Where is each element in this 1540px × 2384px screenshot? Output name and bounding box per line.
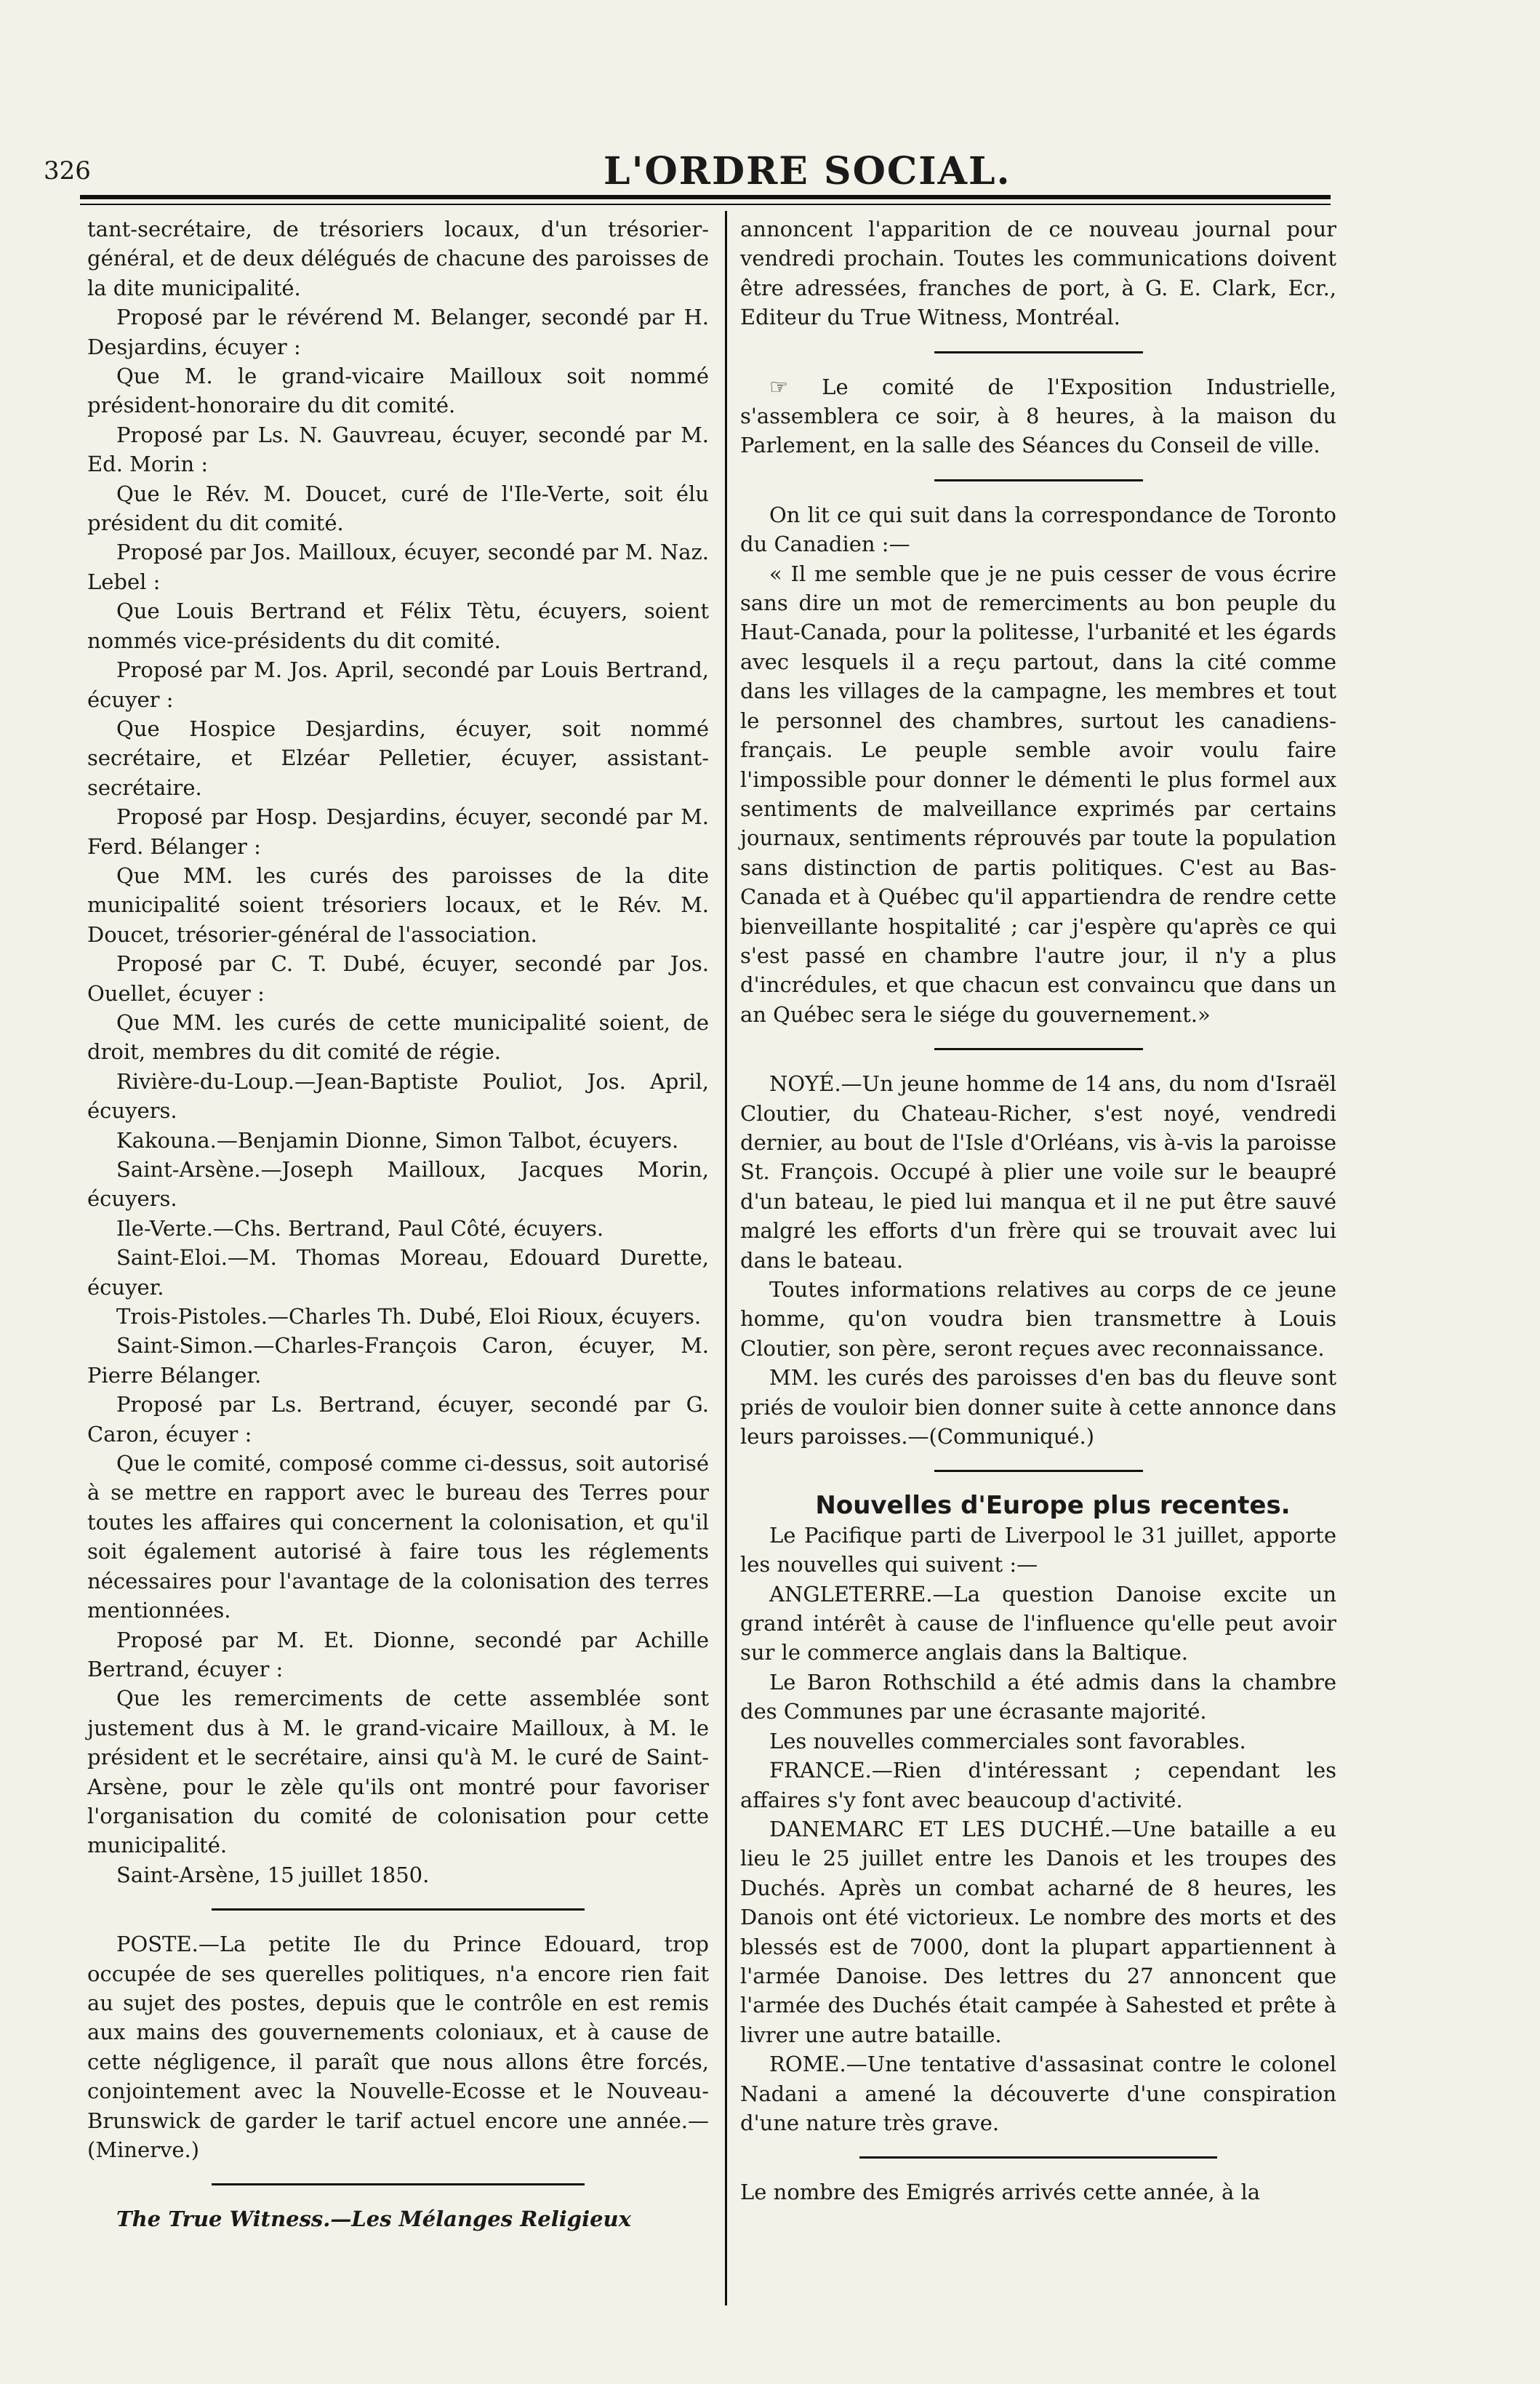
paragraph: Rivière-du-Loup.—Jean-Baptiste Pouliot, Jos. April, écuyers.: [87, 1068, 709, 1124]
paragraph: Saint-Eloi.—M. Thomas Moreau, Edouard Durette, écuyer.: [87, 1245, 709, 1300]
paragraph: Proposé par C. T. Dubé, écuyer, secondé par Jos. Ouellet, écuyer :: [87, 951, 709, 1006]
toronto-intro: On lit ce qui suit dans la correspondance de Toronto du Canadien :—: [740, 502, 1336, 557]
section-rule: [212, 1908, 585, 1911]
france: FRANCE.—Rien d'intéressant ; cependant les affaires s'y font avec beaucoup d'activité.: [740, 1758, 1336, 1812]
noye-article-3: MM. les curés des paroisses d'en bas du fleuve sont priés de vouloir bien donner suite à cette annonce dans leurs paroisses.—(Communiqué.): [740, 1365, 1336, 1449]
column-divider: [725, 211, 727, 2305]
bottom-line: Le nombre des Emigrés arrivés cette année, à la: [740, 2180, 1261, 2205]
masthead: L'ORDRE SOCIAL.: [603, 149, 1011, 193]
paragraph: Que M. le grand-vicaire Mailloux soit nommé président-honoraire du dit comité.: [87, 364, 709, 418]
paragraph: Proposé par Jos. Mailloux, écuyer, secondé par M. Naz. Lebel :: [87, 540, 709, 594]
paragraph: Saint-Simon.—Charles-François Caron, écuyer, M. Pierre Bélanger.: [87, 1333, 709, 1388]
signature: Saint-Arsène, 15 juillet 1850.: [116, 1862, 430, 1887]
left-column: [87, 215, 709, 2234]
europe-heading: Nouvelles d'Europe plus recentes.: [815, 1491, 1291, 1521]
paragraph: Que MM. les curés de cette municipalité soient, de droit, membres du dit comité de régie.: [87, 1009, 709, 1065]
paragraph: Que le Rév. M. Doucet, curé de l'Ile-Verte, soit élu président du dit comité.: [87, 481, 709, 536]
comite-notice: ☞ Le comité de l'Exposition Industrielle, s'assemblera ce soir, à 8 heures, à la maison du Parlement, en la salle des Séances du Conseil de ville.: [740, 374, 1336, 458]
paragraph: Proposé par le révérend M. Belanger, secondé par H. Desjardins, écuyer :: [87, 305, 709, 359]
paragraph: Proposé par M. Et. Dionne, secondé par Achille Bertrand, écuyer :: [87, 1627, 709, 1681]
toronto-quote: « Il me semble que je ne puis cesser de vous écrire sans dire un mot de remerciments au bon peuple du Haut-Canada, pour la politesse, l'urbanité et les égards avec lesquels il a reçu partout, dans la cité comme dans les villages de la campagne, les membres et tout le personnel des chambres, surtout les canadiens-français. Le peuple semble avoir voulu faire l'impossible pour donner le démenti le plus formel aux sentiments de malveillance exprimés par certains journaux, sentiments réprouvés par toute la population sans distinction de partis politiques. C'est au Bas-Canada et à Québec qu'il appartiendra de rendre cette bienveillante hospitalité ; car j'espère qu'après ce qui s'est passé en chambre l'autre jour, il n'y a plus d'incrédules, et que chacun est convaincu que dans un an Québec sera le siége du gouvernement.»: [740, 561, 1336, 1027]
noye-article: NOYÉ.—Un jeune homme de 14 ans, du nom d'Israël Cloutier, du Chateau-Richer, s'est noyé, vendredi dernier, au bout de l'Isle d'Orléans, vis à-vis la paroisse St. François. Occupé à plier une voile sur le beaupré d'un bateau, le pied lui manqua et il ne put être sauvé malgré les efforts d'un frère qui se trouvait avec lui dans le bateau.: [740, 1071, 1336, 1273]
europe-intro: Le Pacifique parti de Liverpool le 31 juillet, apporte les nouvelles qui suivent :—: [740, 1522, 1336, 1577]
header-rule-thin: [80, 204, 1331, 205]
section-rule: [934, 351, 1143, 353]
paragraph: tant-secrétaire, de trésoriers locaux, d'un trésorier-général, et de deux délégués de chacune des paroisses de la dite municipalité.: [87, 217, 709, 300]
commerciales: Les nouvelles commerciales sont favorables.: [769, 1728, 1246, 1753]
poste-article: POSTE.—La petite Ile du Prince Edouard, trop occupée de ses querelles politiques, n'a encore rien fait au sujet des postes, depuis que le contrôle en est remis aux mains des gouvernements coloniaux, et à cause de cette négligence, il paraît que nous allons être forcés, conjointement avec la Nouvelle-Ecosse et le Nouveau-Brunswick de garder le tarif actuel encore une année.—(Minerve.): [87, 1932, 709, 2162]
paragraph: Que le comité, composé comme ci-dessus, soit autorisé à se mettre en rapport avec le bureau des Terres pour toutes les affaires qui concernent la colonisation, et qu'il soit également autorisé à faire tous les réglements nécessaires pour l'avantage de la colonisation des terres mentionnées.: [87, 1451, 709, 1623]
paragraph: Proposé par Ls. Bertrand, écuyer, secondé par G. Caron, écuyer :: [87, 1392, 709, 1447]
paragraph: Kakouna.—Benjamin Dionne, Simon Talbot, écuyers.: [116, 1127, 679, 1153]
paragraph: Proposé par Hosp. Desjardins, écuyer, secondé par M. Ferd. Bélanger :: [87, 804, 709, 859]
section-rule: [934, 1470, 1143, 1472]
paragraph: Ile-Verte.—Chs. Bertrand, Paul Côté, écuyers.: [116, 1215, 604, 1241]
section-rule: [934, 479, 1143, 481]
right-column: [740, 215, 1336, 2207]
paragraph: Saint-Arsène.—Joseph Mailloux, Jacques Morin, écuyers.: [87, 1157, 709, 1212]
paragraph: Que MM. les curés des paroisses de la dite municipalité soient trésoriers locaux, et le Rév. M. Doucet, trésorier-général de l'association.: [87, 863, 709, 947]
rome: ROME.—Une tentative d'assasinat contre le colonel Nadani a amené la découverte d'une conspiration d'une nature très grave.: [740, 2052, 1336, 2135]
paragraph: Que Hospice Desjardins, écuyer, soit nommé secrétaire, et Elzéar Pelletier, écuyer, assistant-secrétaire.: [87, 716, 709, 800]
paragraph: Proposé par M. Jos. April, secondé par Louis Bertrand, écuyer :: [87, 657, 709, 712]
true-witness-article: annoncent l'apparition de ce nouveau journal pour vendredi prochain. Toutes les communications doivent être adressées, franches de port, à G. E. Clark, Ecr., Editeur du True Witness, Montréal.: [740, 217, 1336, 330]
danemarc: DANEMARC ET LES DUCHÉ.—Une bataille a eu lieu le 25 juillet entre les Danois et les troupes des Duchés. Après un combat acharné de 8 heures, les Danois ont été victorieux. Le nombre des morts et des blessés est de 7000, dont la plupart appartiennent à l'armée Danoise. Des lettres du 27 annoncent que l'armée des Duchés était campée à Sahested et prête à livrer une autre bataille.: [740, 1816, 1336, 2047]
paragraph: Que les remerciments de cette assemblée sont justement dus à M. le grand-vicaire Mailloux, à M. le président et le secrétaire, ainsi qu'à M. le curé de Saint-Arsène, pour le zèle qu'ils ont montré pour favoriser l'organisation du comité de colonisation pour cette municipalité.: [87, 1686, 709, 1858]
section-rule: [212, 2183, 585, 2185]
section-rule: [934, 1048, 1143, 1050]
noye-article-2: Toutes informations relatives au corps de ce jeune homme, qu'on voudra bien transmettre à Louis Cloutier, son père, seront reçues avec reconnaissance.: [740, 1277, 1336, 1361]
header-rule: [80, 195, 1331, 199]
paragraph: Proposé par Ls. N. Gauvreau, écuyer, secondé par M. Ed. Morin :: [87, 422, 709, 477]
rothschild: Le Baron Rothschild a été admis dans la chambre des Communes par une écrasante majorité.: [740, 1669, 1336, 1724]
section-rule: [859, 2156, 1217, 2159]
angleterre: ANGLETERRE.—La question Danoise excite un grand intérêt à cause de l'influence qu'elle peut avoir sur le commerce anglais dans la Baltique.: [740, 1581, 1336, 1665]
paragraph: Que Louis Bertrand et Félix Tètu, écuyers, soient nommés vice-présidents du dit comité.: [87, 599, 709, 653]
page-number: 326: [44, 156, 91, 185]
bottom-line: The True Witness.—Les Mélanges Religieux: [116, 2207, 631, 2232]
paragraph: Trois-Pistoles.—Charles Th. Dubé, Eloi Rioux, écuyers.: [116, 1304, 702, 1329]
